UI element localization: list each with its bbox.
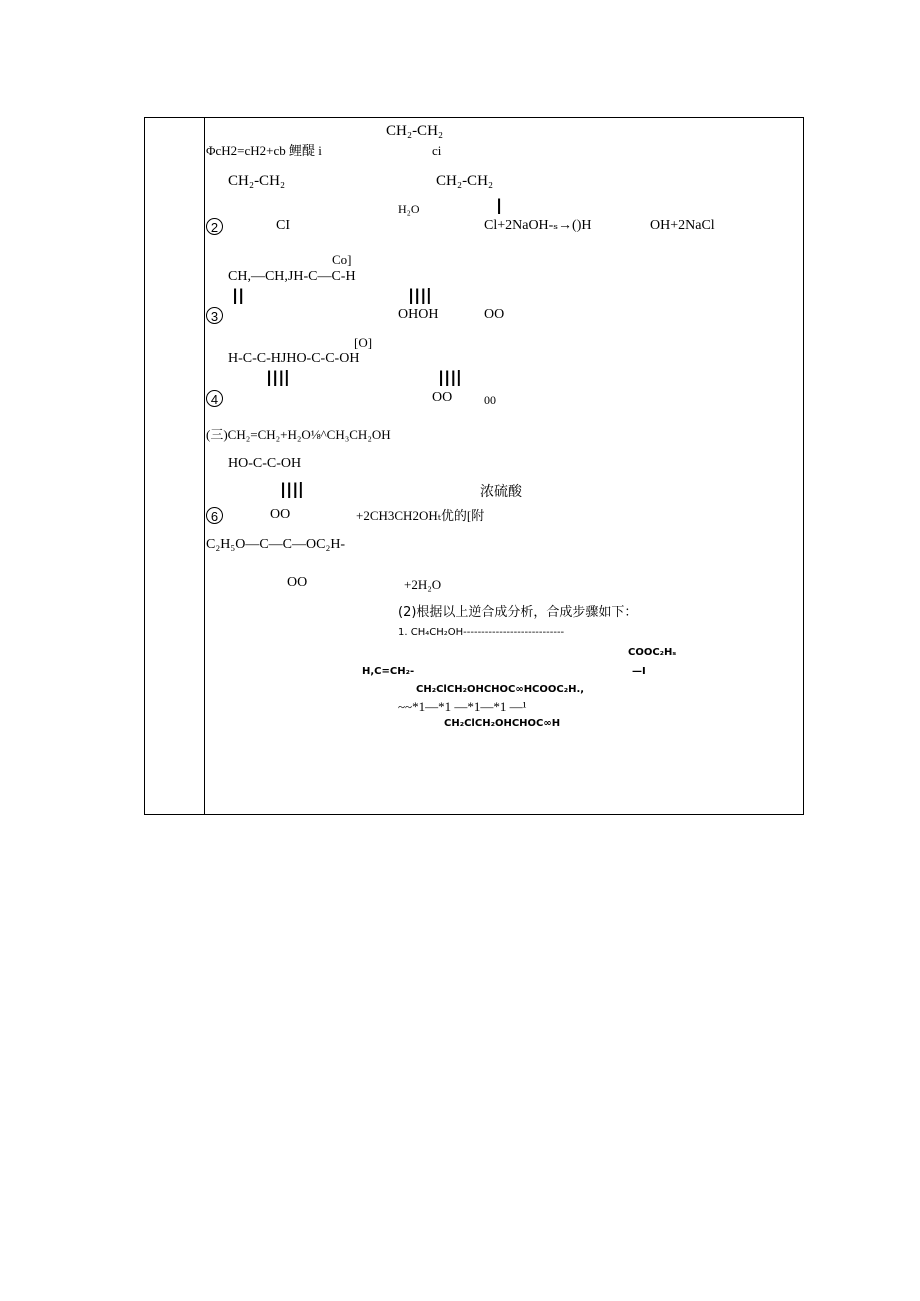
formula-ch2-ch2-right: CH₂-CH₂ [436,173,494,189]
synthesis-arrows: ~~*1—*1 —*1—*1 —¹ [398,699,527,714]
condition-conc-sulfuric-acid: 浓硫酸 [480,485,522,500]
reaction-esterification: +2CH3CH2OHₜ优的[附 [356,508,485,523]
formula-ci: ci [432,143,442,158]
synthesis-intermediates-1: CH₂ClCH₂OHCHOC∞HCOOC₂H., [416,684,585,695]
formula-00: 00 [484,393,496,407]
step-number-4: 4 [206,390,223,407]
formula-oo-2: OO [432,390,453,405]
formula-ch2-ch2-top: CH₂-CH₂ [386,123,444,139]
synthesis-step-1: 1. CH₄CH₂OH---------------------------- [398,627,565,638]
synthesis-ethene: H,C=CH₂- [362,666,415,677]
formula-h2o-condition: H₂O [398,202,420,216]
reaction-naoh: Cl+2NaOH-ₛ→()H [484,218,592,233]
double-bond-mark-ii: II [232,284,245,309]
reaction-product-nacl: OH+2NaCl [650,218,715,233]
step-number-2: 2 [206,218,223,235]
formula-oo-4: OO [287,575,308,590]
double-bond-mark-a: IIIl [266,366,290,391]
synthesis-cooc2h5: COOC₂Hₛ [628,647,677,658]
reaction-oxidation-2: H-C-C-HJHO-C-C-OH [228,351,360,366]
bond-mark-i: I [496,194,503,219]
formula-diethyl-oxalate: C₂H₅O—C—C—OC₂H- [206,537,346,552]
double-bond-mark-iiil: IIIl [408,284,432,309]
reaction-oxidation-1: CH,—CH,JH-C—C-H [228,269,356,284]
formula-oo: OO [484,307,505,322]
formula-oxalic-acid: HO-C-C-OH [228,456,302,471]
double-bond-mark-b: IIIl [438,366,462,391]
synthesis-bond-bar: —I [632,666,646,677]
reaction-hydration: (三)CH₂=CH₂+H₂O⅛^CH₃CH₂OH [206,427,391,442]
formula-ohoh: OHOH [398,307,439,322]
formula-oxidant-co: Co] [332,252,352,267]
reaction-line-1: ΦcH2=cH2+cb 鲤醍 i [206,143,322,158]
table-column-divider [204,117,205,815]
formula-2h2o: +2H₂O [404,577,442,592]
synthesis-intermediates-2: CH₂ClCH₂OHCHOC∞H [444,718,561,729]
formula-ch2-ch2-left: CH₂-CH₂ [228,173,286,189]
step-number-3: 3 [206,307,223,324]
step-number-6: 6 [206,507,223,524]
formula-ci-2: CI [276,218,290,233]
double-bond-mark-c: IIIl [280,478,304,503]
synthesis-heading: (2)根据以上逆合成分析，合成步骤如下： [398,605,638,620]
formula-oxidant-o: [O] [354,335,373,350]
formula-oo-3: OO [270,507,291,522]
